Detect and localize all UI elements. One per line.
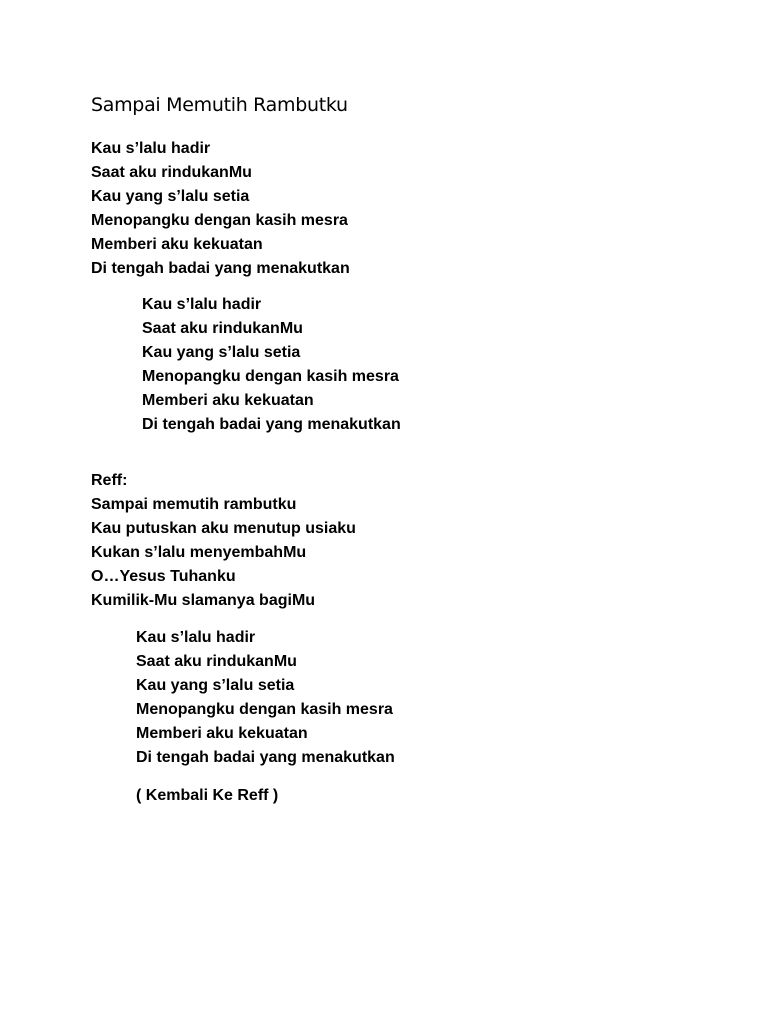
lyric-line: Di tengah badai yang menakutkan	[142, 416, 401, 433]
lyric-line: Sampai memutih rambutku	[91, 496, 297, 513]
lyric-line: Kau yang s’lalu setia	[142, 344, 301, 361]
lyric-line: Kumilik-Mu slamanya bagiMu	[91, 592, 316, 609]
song-title: Sampai Memutih Rambutku	[91, 94, 348, 116]
lyric-line: Menopangku dengan kasih mesra	[142, 368, 399, 385]
repeat-note: ( Kembali Ke Reff )	[136, 787, 279, 804]
lyric-line: Kau s’lalu hadir	[136, 629, 256, 646]
lyric-line: Memberi aku kekuatan	[136, 725, 308, 742]
lyric-line: Saat aku rindukanMu	[142, 320, 303, 337]
verse-1	[91, 137, 350, 281]
lyric-line: O…Yesus Tuhanku	[91, 568, 236, 585]
lyric-line: Memberi aku kekuatan	[91, 236, 263, 253]
chorus	[91, 493, 356, 613]
lyric-line: Kau s’lalu hadir	[142, 296, 262, 313]
lyric-line: Kau s’lalu hadir	[91, 140, 211, 157]
reff-label: Reff:	[91, 472, 128, 489]
lyric-line: Menopangku dengan kasih mesra	[136, 701, 393, 718]
verse-3	[136, 626, 395, 770]
lyric-line: Menopangku dengan kasih mesra	[91, 212, 348, 229]
lyric-line: Saat aku rindukanMu	[136, 653, 297, 670]
lyric-line: Di tengah badai yang menakutkan	[91, 260, 350, 277]
reff-heading	[91, 469, 127, 493]
lyric-line: Memberi aku kekuatan	[142, 392, 314, 409]
lyric-line: Saat aku rindukanMu	[91, 164, 252, 181]
verse-2	[142, 293, 401, 437]
lyric-line: Kau putuskan aku menutup usiaku	[91, 520, 356, 537]
lyric-line: Kukan s’lalu menyembahMu	[91, 544, 307, 561]
lyric-line: Di tengah badai yang menakutkan	[136, 749, 395, 766]
lyric-line: Kau yang s’lalu setia	[91, 188, 250, 205]
lyric-line: Kau yang s’lalu setia	[136, 677, 295, 694]
